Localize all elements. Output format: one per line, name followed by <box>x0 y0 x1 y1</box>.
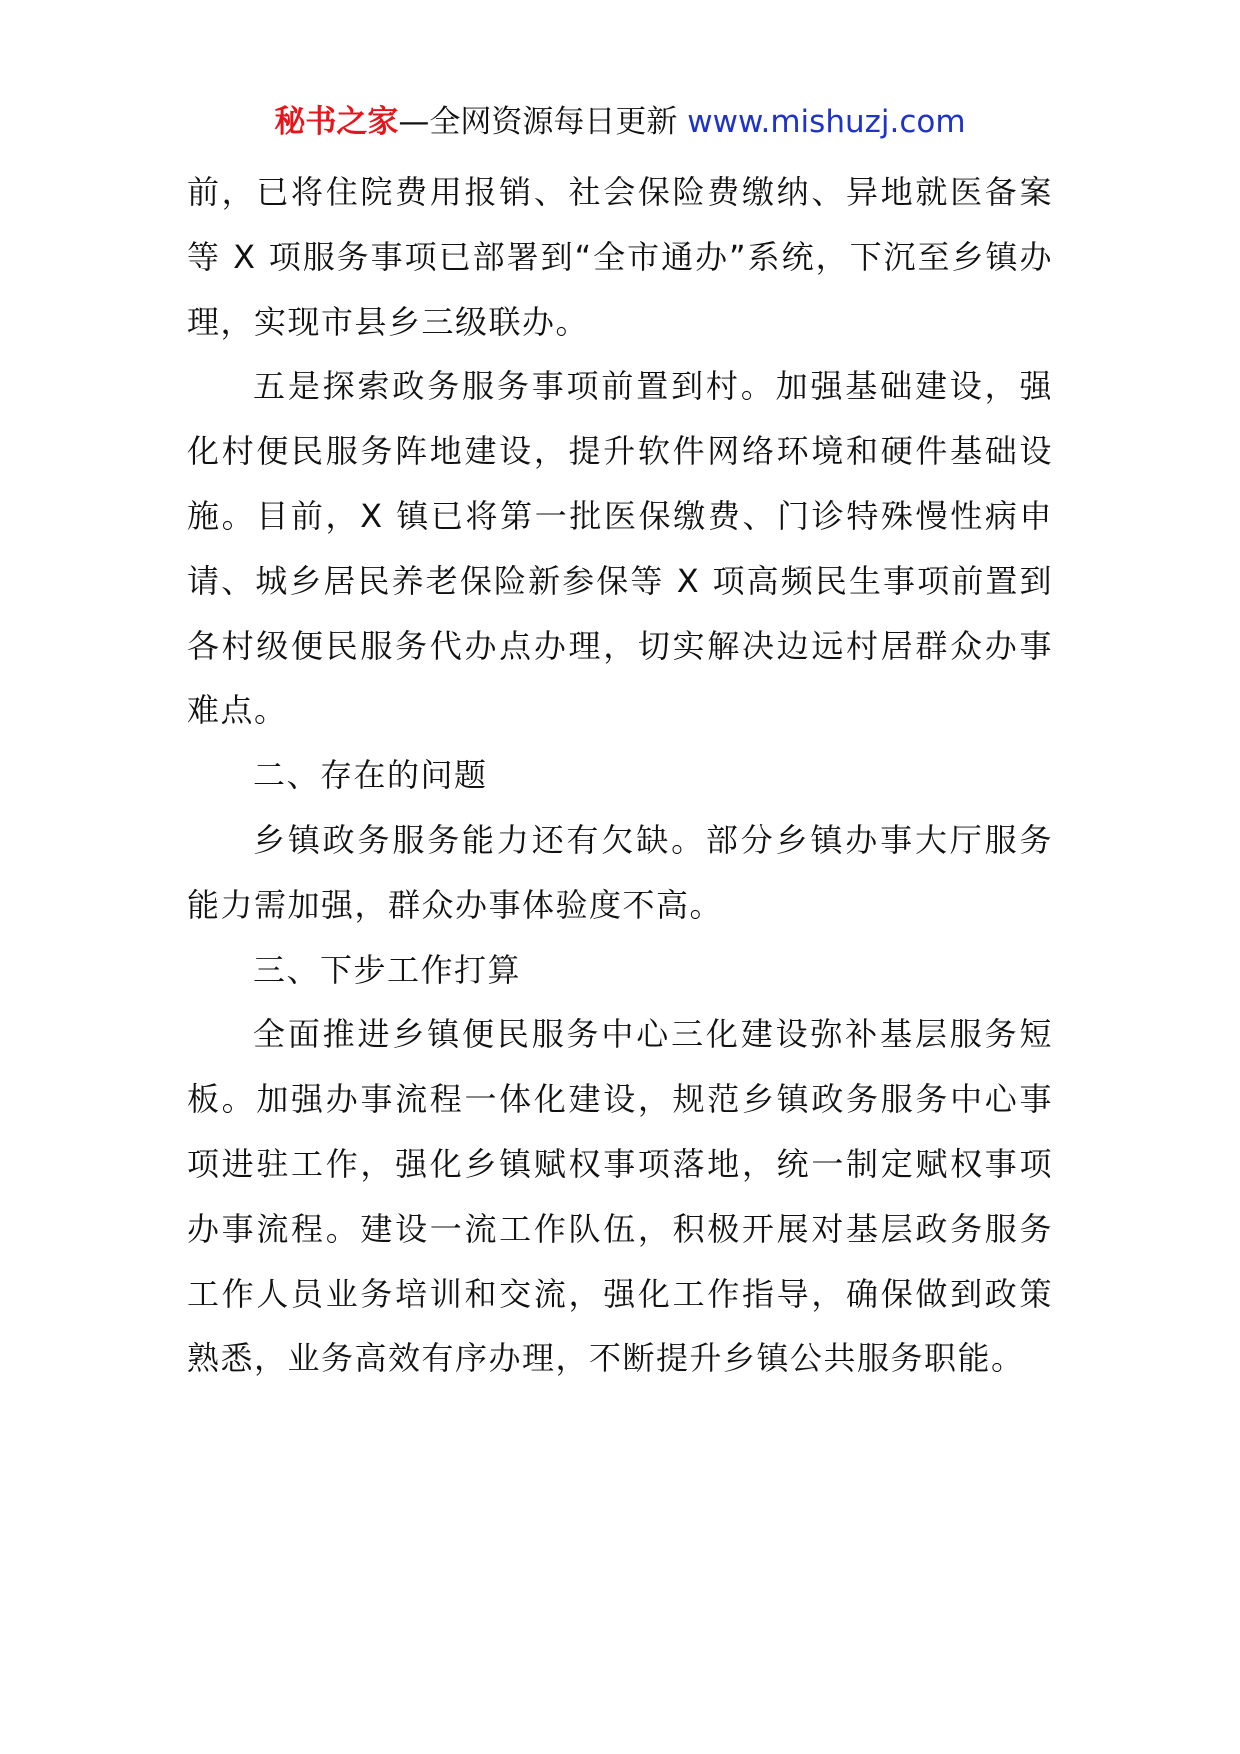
section-heading-problems: 二、存在的问题 <box>253 756 488 795</box>
site-url-link[interactable]: www.mishuzj.com <box>687 104 966 140</box>
site-header <box>0 100 1240 144</box>
header-slogan: —全网资源每日更新 <box>398 104 678 140</box>
document-body <box>187 160 1053 1391</box>
paragraph-next-steps: 全面推进乡镇便民服务中心三化建设弥补基层服务短板。加强办事流程一体化建设，规范乡镇政务服务中心事项进驻工作，强化乡镇赋权事项落地，统一制定赋权事项办事流程。建设一流工作队伍，积极开展对基层政务服务工作人员业务培训和交流，强化工作指导，确保做到政策熟悉，业务高效有序办理，不断提升乡镇公共服务职能。 <box>187 1015 1053 1378</box>
brand-name: 秘书之家 <box>274 104 399 140</box>
paragraph-village-services: 五是探索政务服务事项前置到村。加强基础建设，强化村便民服务阵地建设，提升软件网络环境和硬件基础设施。目前，X 镇已将第一批医保缴费、门诊特殊慢性病申请、城乡居民养老保险新参保等 X 项高频民生事项前置到各村级便民服务代办点办理，切实解决边远村居群众办事难点。 <box>187 367 1053 730</box>
paragraph-continuation: 前，已将住院费用报销、社会保险费缴纳、异地就医备案等 X 项服务事项已部署到“全市通办”系统，下沉至乡镇办理，实现市县乡三级联办。 <box>187 173 1053 341</box>
paragraph-problems: 乡镇政务服务能力还有欠缺。部分乡镇办事大厅服务能力需加强，群众办事体验度不高。 <box>187 820 1053 924</box>
section-heading-next-steps: 三、下步工作打算 <box>253 950 522 989</box>
